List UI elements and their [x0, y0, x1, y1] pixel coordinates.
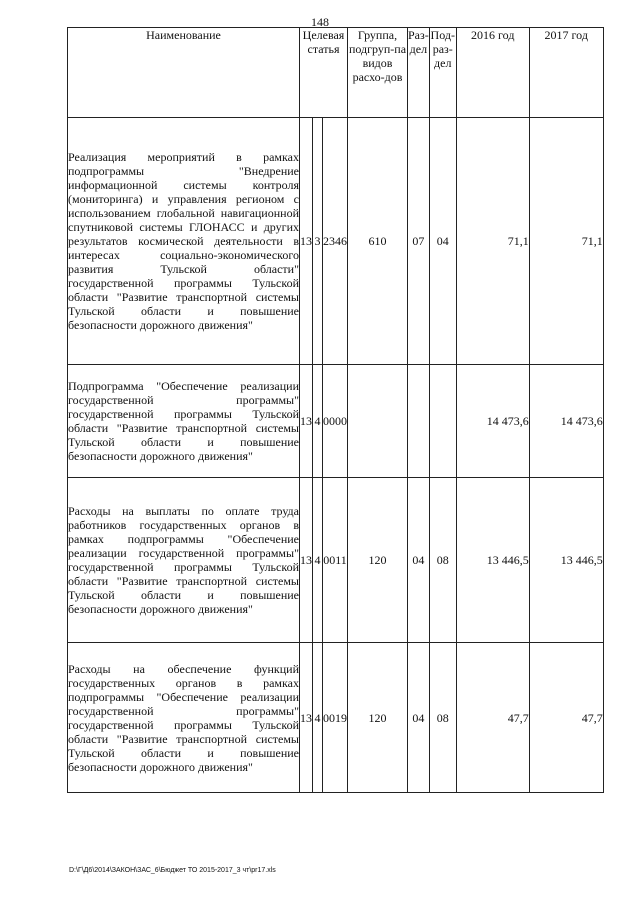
header-target-article: Целевая статья	[300, 28, 348, 118]
header-group: Группа, подгруп-па видов расхо-дов	[348, 28, 408, 118]
row-code-program: 13	[300, 643, 313, 793]
row-amount-2017: 13 446,5	[529, 478, 603, 643]
row-subsection: 04	[429, 118, 456, 365]
header-section: Раз-дел	[408, 28, 430, 118]
row-code-subprogram: 4	[313, 643, 323, 793]
row-code-direction: 2346	[323, 118, 348, 365]
table-row	[68, 118, 604, 365]
budget-table	[67, 27, 604, 793]
row-code-program: 13	[300, 478, 313, 643]
row-name: Подпрограмма "Обеспечение реализации государственной программы" государственной программы Тульской области "Развитие транспортной системы Тульской области и повышение безопасности дорожного движения"	[68, 365, 300, 478]
row-subsection	[429, 365, 456, 478]
row-subsection: 08	[429, 643, 456, 793]
row-amount-2016: 13 446,5	[456, 478, 529, 643]
header-subsection: Под-раз-дел	[429, 28, 456, 118]
row-code-direction: 0000	[323, 365, 348, 478]
row-section	[408, 365, 430, 478]
row-code-subprogram: 4	[313, 478, 323, 643]
row-code-subprogram: 3	[313, 118, 323, 365]
row-section: 07	[408, 118, 430, 365]
row-group	[348, 365, 408, 478]
row-amount-2016: 71,1	[456, 118, 529, 365]
row-code-subprogram: 4	[313, 365, 323, 478]
row-section: 04	[408, 643, 430, 793]
header-year-2016: 2016 год	[456, 28, 529, 118]
row-code-direction: 0011	[323, 478, 348, 643]
row-amount-2016: 14 473,6	[456, 365, 529, 478]
row-group: 120	[348, 478, 408, 643]
row-name: Расходы на обеспечение функций государственных органов в рамках подпрограммы "Обеспечение реализации государственной программы" государственной программы Тульской области "Развитие транспортной системы Тульской области и повышение безопасности дорожного движения"	[68, 643, 300, 793]
row-amount-2016: 47,7	[456, 643, 529, 793]
file-path-footer: D:\Г\Д6\2014\ЗАКОН\ЗАС_6\Бюджет ТО 2015-2017_3 чт\pr17.xls	[69, 867, 276, 874]
table-row	[68, 478, 604, 643]
header-year-2017: 2017 год	[529, 28, 603, 118]
page-number: 148	[311, 15, 329, 29]
row-section: 04	[408, 478, 430, 643]
row-amount-2017: 14 473,6	[529, 365, 603, 478]
row-group: 610	[348, 118, 408, 365]
row-code-program: 13	[300, 365, 313, 478]
header-name: Наименование	[68, 28, 300, 118]
row-code-program: 13	[300, 118, 313, 365]
table-row	[68, 643, 604, 793]
row-subsection: 08	[429, 478, 456, 643]
row-group: 120	[348, 643, 408, 793]
table-header-row	[68, 28, 604, 118]
row-amount-2017: 71,1	[529, 118, 603, 365]
row-code-direction: 0019	[323, 643, 348, 793]
row-name: Реализация мероприятий в рамках подпрограммы "Внедрение информационной системы контроля (мониторинга) и управления регионом с использованием глобальной навигационной спутниковой системы ГЛОНАСС и других результатов космической деятельности в интересах социально-экономического развития Тульской области" государственной программы Тульской области "Развитие транспортной системы Тульской области и повышение безопасности дорожного движения"	[68, 118, 300, 365]
row-name: Расходы на выплаты по оплате труда работников государственных органов в рамках подпрограммы "Обеспечение реализации государственной программы" государственной программы Тульской области "Развитие транспортной системы Тульской области и повышение безопасности дорожного движения"	[68, 478, 300, 643]
row-amount-2017: 47,7	[529, 643, 603, 793]
table-row	[68, 365, 604, 478]
